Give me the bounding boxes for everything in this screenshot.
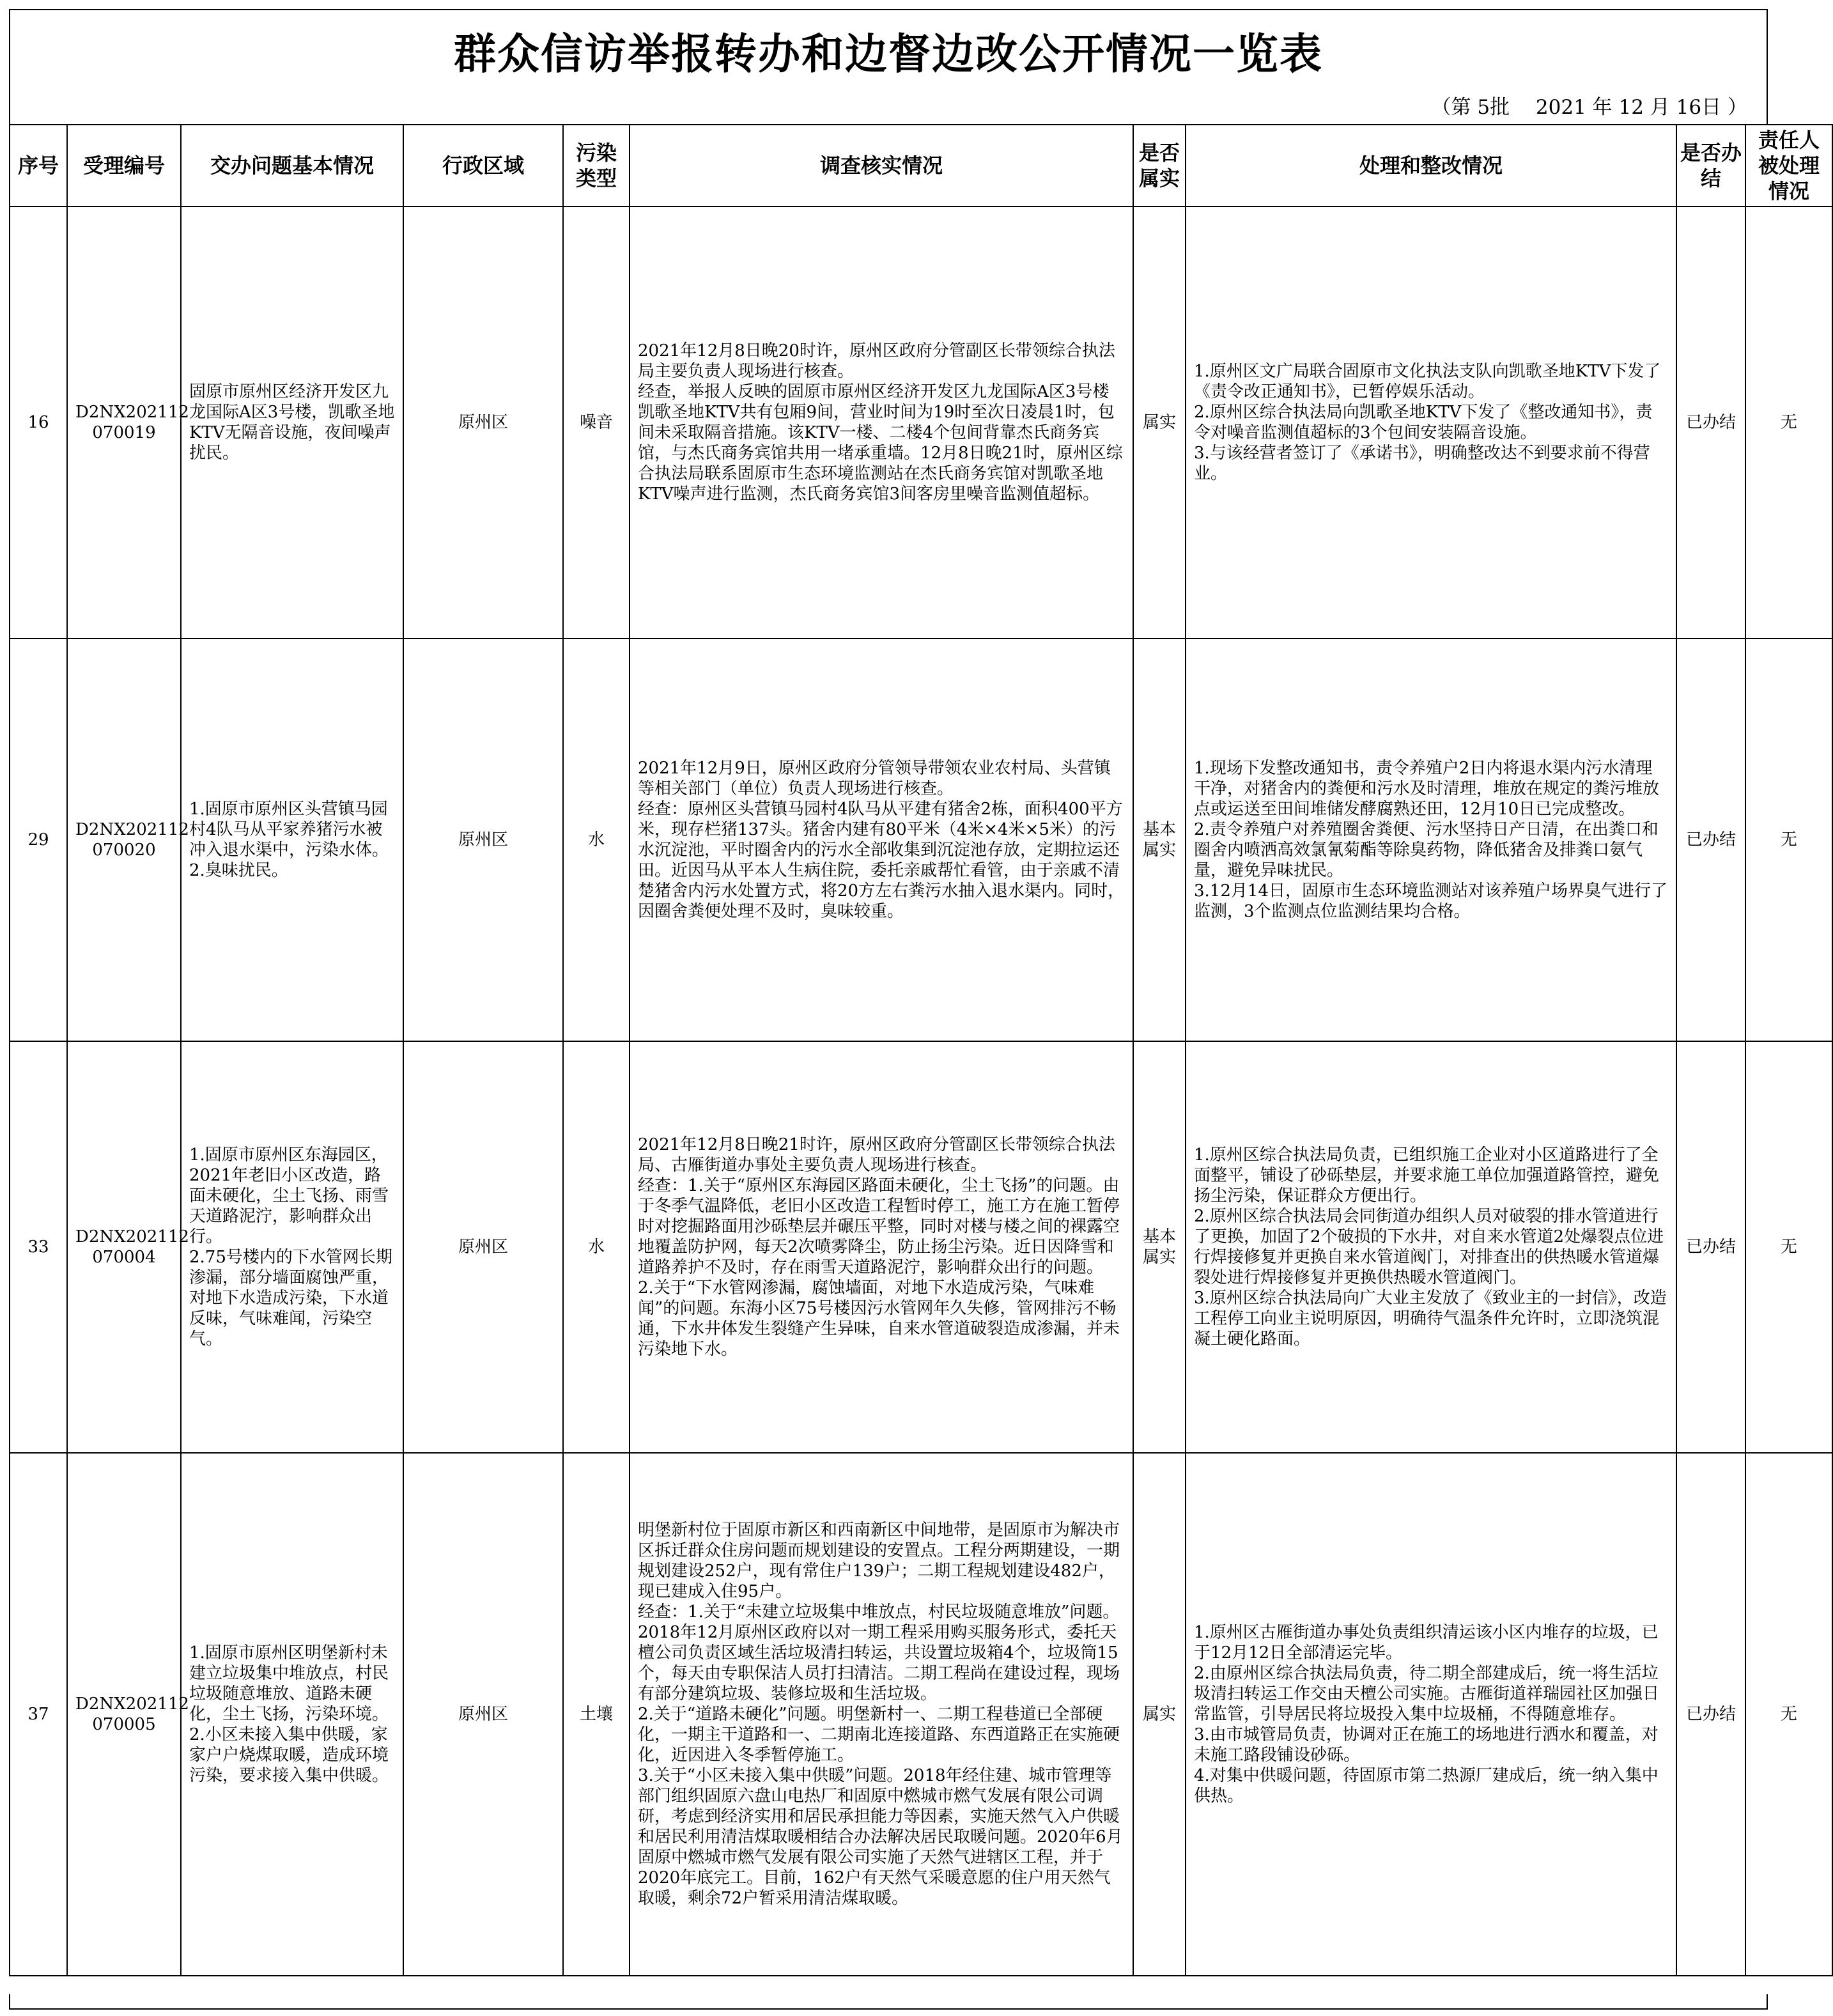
cell-region: 原州区 — [403, 206, 563, 639]
cell-punished: 无 — [1745, 639, 1832, 1041]
table-row — [10, 206, 1832, 639]
cell-code: D2NX202112 070004 — [67, 1041, 181, 1453]
cell-investigation: 2021年12月8日晚20时许，原州区政府分管副区长带领综合执法局主要负责人现场进行核查。 经查，举报人反映的固原市原州区经济开发区九龙国际A区3号楼凯歌圣地KTV共有包厢9间，营业时间为19时至次日凌晨1时，包间未采取隔音措施。该KTV一楼、二楼4个包间背靠杰氏商务宾馆，与杰氏商务宾馆共用一堵承重墙。12月8日晚21时，原州区综合执法局联系固原市生态环境监测站在杰氏商务宾馆对凯歌圣地KTV噪声进行监测，杰氏商务宾馆3间客房里噪音监测值超标。 — [630, 206, 1133, 639]
cell-rectification: 1.原州区古雁街道办事处负责组织清运该小区内堆存的垃圾，已于12月12日全部清运完毕。 2.由原州区综合执法局负责，待二期全部建成后，统一将生活垃圾清扫转运工作交由天檀公司实施。古雁街道祥瑞园社区加强日常监管，引导居民将垃圾投入集中垃圾桶，不得随意堆存。 3.由市城管局负责，协调对正在施工的场地进行洒水和覆盖，对未施工路段铺设砂砾。 4.对集中供暖问题，待固原市第二热源厂建成后，统一纳入集中供热。 — [1186, 1453, 1676, 1976]
cell-no: 33 — [10, 1041, 67, 1453]
cell-issue: 1.固原市原州区明堡新村未建立垃圾集中堆放点，村民垃圾随意堆放、道路未硬化，尘土飞扬，污染环境。 2.小区未接入集中供暖，家家户户烧煤取暖，造成环境污染，要求接入集中供暖。 — [181, 1453, 403, 1976]
cell-type: 土壤 — [563, 1453, 630, 1976]
header-issue: 交办问题基本情况 — [181, 125, 403, 206]
cell-closed: 已办结 — [1676, 639, 1745, 1041]
table-header-row — [10, 125, 1832, 206]
cell-no: 29 — [10, 639, 67, 1041]
header-punished: 责任人被处理情况 — [1745, 125, 1832, 206]
cell-verified: 属实 — [1133, 1453, 1186, 1976]
cell-punished: 无 — [1745, 1041, 1832, 1453]
page-title: 群众信访举报转办和边督边改公开情况一览表 — [9, 9, 1768, 89]
table-bottom-strip — [9, 1994, 1768, 2010]
table-row — [10, 1041, 1832, 1453]
cell-region: 原州区 — [403, 639, 563, 1041]
cell-investigation: 2021年12月9日，原州区政府分管领导带领农业农村局、头营镇等相关部门（单位）负责人现场进行核查。 经查：原州区头营镇马园村4队马从平建有猪舍2栋，面积400平方米，现存栏猪137头。猪舍内建有80平米（4米×4米×5米）的污水沉淀池，平时圈舍内的污水全部收集到沉淀池存放，定期拉运还田。近因马从平本人生病住院，委托亲戚帮忙看管，由于亲戚不清楚猪舍内污水处置方式，将20方左右粪污水抽入退水渠内。同时，因圈舍粪便处理不及时，臭味较重。 — [630, 639, 1133, 1041]
table-row — [10, 1453, 1832, 1976]
cell-code: D2NX202112 070020 — [67, 639, 181, 1041]
cell-rectification: 1.现场下发整改通知书，责令养殖户2日内将退水渠内污水清理干净，对猪舍内的粪便和污水及时清理，堆放在规定的粪污堆放点或运送至田间堆储发酵腐熟还田，12月10日已完成整改。 2.责令养殖户对养殖圈舍粪便、污水坚持日产日清，在出粪口和圈舍内喷洒高效氯氰菊酯等除臭药物，降低猪舍及排粪口氨气量，避免异味扰民。 3.12月14日，固原市生态环境监测站对该养殖户场界臭气进行了监测，3个监测点位监测结果均合格。 — [1186, 639, 1676, 1041]
header-no: 序号 — [10, 125, 67, 206]
cell-closed: 已办结 — [1676, 206, 1745, 639]
cell-punished: 无 — [1745, 206, 1832, 639]
header-closed: 是否办结 — [1676, 125, 1745, 206]
cell-verified: 基本 属实 — [1133, 639, 1186, 1041]
header-region: 行政区域 — [403, 125, 563, 206]
cell-rectification: 1.原州区综合执法局负责，已组织施工企业对小区道路进行了全面整平，铺设了砂砾垫层，并要求施工单位加强道路管控，避免扬尘污染，保证群众方便出行。 2.原州区综合执法局会同街道办组织人员对破裂的排水管道进行了更换，加固了2个破损的下水井，对自来水管道2处爆裂点位进行焊接修复并更换自来水管道阀门，对排查出的供热暖水管道爆裂处进行焊接修复并更换供热暖水管道阀门。 3.原州区综合执法局向广大业主发放了《致业主的一封信》，改造工程停工向业主说明原因，明确待气温条件允许时，立即浇筑混凝土硬化路面。 — [1186, 1041, 1676, 1453]
header-verified: 是否属实 — [1133, 125, 1186, 206]
table-row — [10, 639, 1832, 1041]
cell-investigation: 2021年12月8日晚21时许，原州区政府分管副区长带领综合执法局、古雁街道办事处主要负责人现场进行核查。 经查：1.关于“原州区东海园区路面未硬化，尘土飞扬”的问题。由于冬季气温降低，老旧小区改造工程暂时停工，施工方在施工暂停时对挖掘路面用沙砾垫层并碾压平整，同时对楼与楼之间的裸露空地覆盖防护网，每天2次喷雾降尘，防止扬尘污染。近日因降雪和道路养护不及时，存在雨雪天道路泥泞，影响群众出行的问题。 2.关于“下水管网渗漏，腐蚀墙面，对地下水造成污染，气味难闻”的问题。东海小区75号楼因污水管网年久失修，管网排污不畅通，下水井体发生裂缝产生异味，自来水管道破裂造成渗漏，并未污染地下水。 — [630, 1041, 1133, 1453]
cell-type: 噪音 — [563, 206, 630, 639]
cell-issue: 固原市原州区经济开发区九龙国际A区3号楼，凯歌圣地KTV无隔音设施，夜间噪声扰民。 — [181, 206, 403, 639]
cell-region: 原州区 — [403, 1453, 563, 1976]
cell-closed: 已办结 — [1676, 1041, 1745, 1453]
cell-no: 37 — [10, 1453, 67, 1976]
cell-no: 16 — [10, 206, 67, 639]
cell-investigation: 明堡新村位于固原市新区和西南新区中间地带，是固原市为解决市区拆迁群众住房问题而规划建设的安置点。工程分两期建设，一期规划建设252户，现有常住户139户；二期工程规划建设482户，现已建成入住95户。 经查：1.关于“未建立垃圾集中堆放点，村民垃圾随意堆放”问题。2018年12月原州区政府以对一期工程采用购买服务形式，委托天檀公司负责区域生活垃圾清扫转运，共设置垃圾箱4个，垃圾筒15个，每天由专职保洁人员打扫清洁。二期工程尚在建设过程，现场有部分建筑垃圾、装修垃圾和生活垃圾。 2.关于“道路未硬化”问题。明堡新村一、二期工程巷道已全部硬化，一期主干道路和一、二期南北连接道路、东西道路正在实施硬化，近因进入冬季暂停施工。 3.关于“小区未接入集中供暖”问题。2018年经住建、城市管理等部门组织固原六盘山电热厂和固原中燃城市燃气发展有限公司调研，考虑到经济实用和居民承担能力等因素，实施天然气入户供暖和居民利用清洁煤取暖相结合办法解决居民取暖问题。2020年6月固原中燃城市燃气发展有限公司实施了天然气进辖区工程，并于2020年底完工。目前，162户有天然气采暖意愿的住户用天然气取暖，剩余72户暂采用清洁煤取暖。 — [630, 1453, 1133, 1976]
cell-region: 原州区 — [403, 1041, 563, 1453]
header-investigation: 调查核实情况 — [630, 125, 1133, 206]
cell-issue: 1.固原市原州区东海园区，2021年老旧小区改造，路面未硬化，尘土飞扬、雨雪天道路泥泞，影响群众出行。 2.75号楼内的下水管网长期渗漏，部分墙面腐蚀严重，对地下水造成污染，下水道反味，气味难闻，污染空气。 — [181, 1041, 403, 1453]
batch-date-line: （第 5批 2021 年 12 月 16日 ） — [9, 89, 1768, 125]
cell-closed: 已办结 — [1676, 1453, 1745, 1976]
cell-code: D2NX202112 070019 — [67, 206, 181, 639]
header-code: 受理编号 — [67, 125, 181, 206]
cell-type: 水 — [563, 639, 630, 1041]
complaints-table — [9, 124, 1833, 1976]
cell-code: D2NX202112 070005 — [67, 1453, 181, 1976]
cell-type: 水 — [563, 1041, 630, 1453]
cell-punished: 无 — [1745, 1453, 1832, 1976]
cell-verified: 基本 属实 — [1133, 1041, 1186, 1453]
cell-verified: 属实 — [1133, 206, 1186, 639]
header-type: 污染类型 — [563, 125, 630, 206]
cell-rectification: 1.原州区文广局联合固原市文化执法支队向凯歌圣地KTV下发了《责令改正通知书》，已暂停娱乐活动。 2.原州区综合执法局向凯歌圣地KTV下发了《整改通知书》，责令对噪音监测值超标的3个包间安装隔音设施。 3.与该经营者签订了《承诺书》，明确整改达不到要求前不得营业。 — [1186, 206, 1676, 639]
cell-issue: 1.固原市原州区头营镇马园村4队马从平家养猪污水被冲入退水渠中，污染水体。 2.臭味扰民。 — [181, 639, 403, 1041]
header-rectification: 处理和整改情况 — [1186, 125, 1676, 206]
